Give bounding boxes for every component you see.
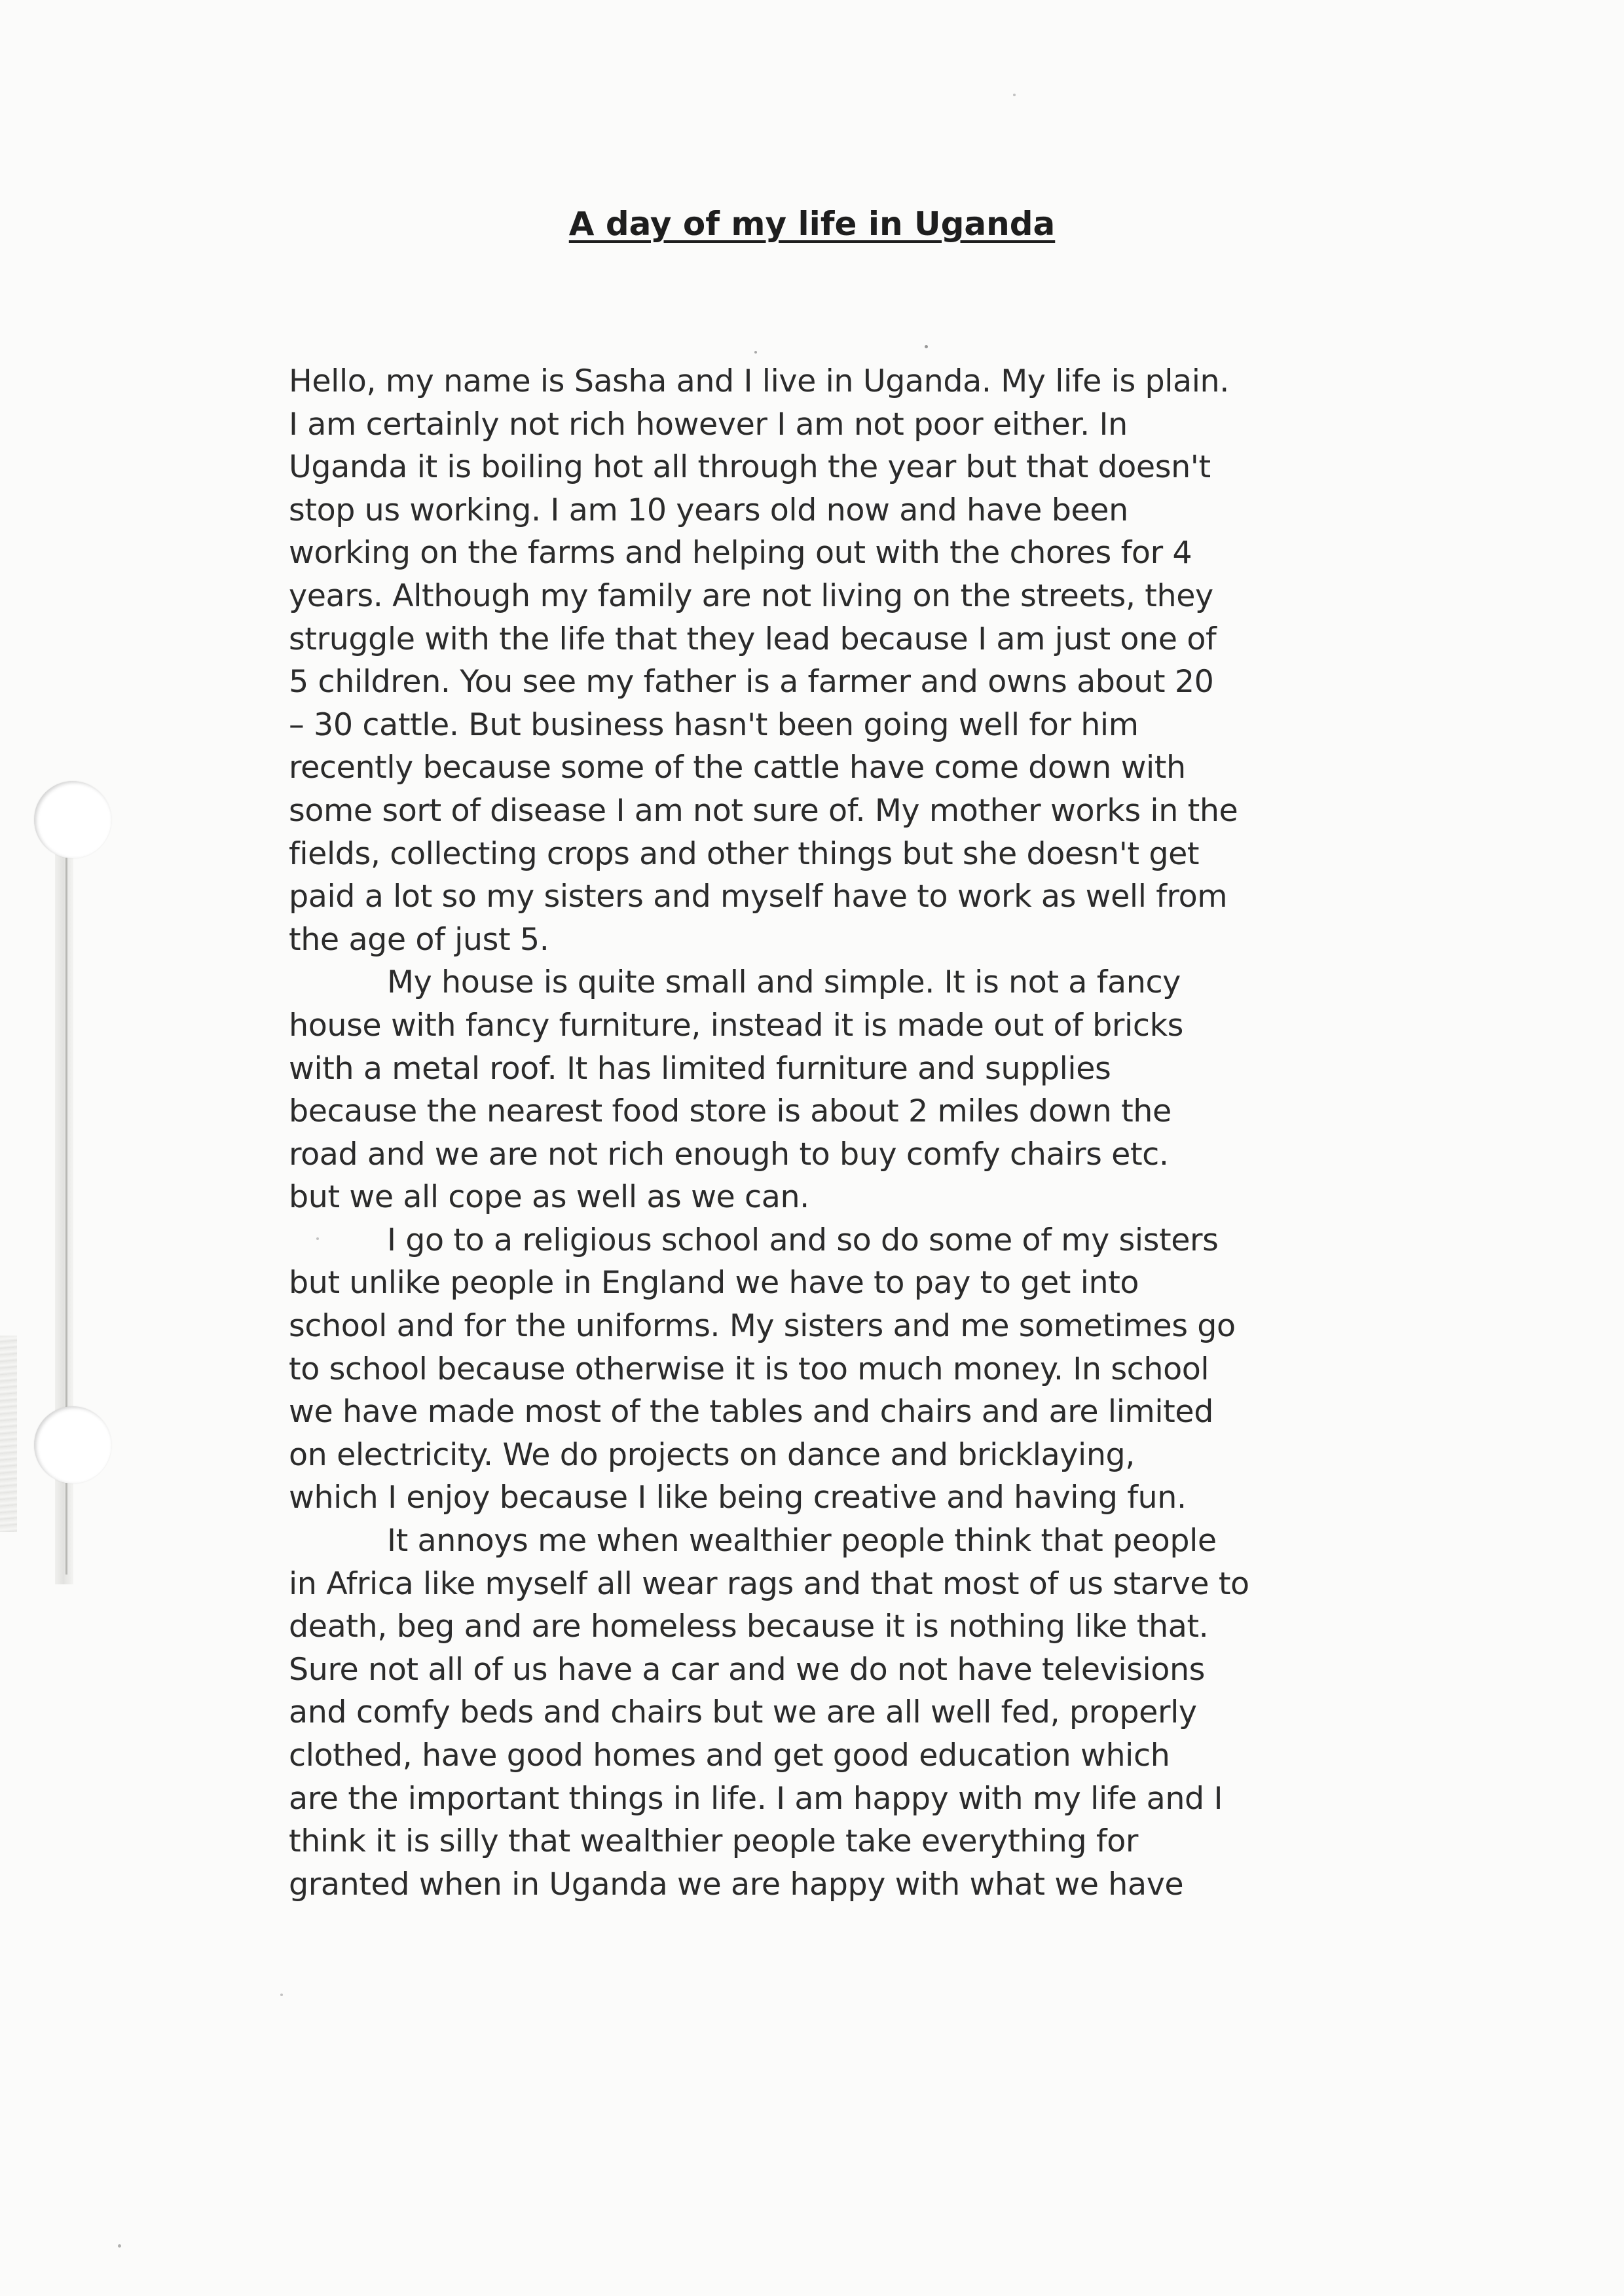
essay-line: on electricity. We do projects on dance and bricklaying,	[289, 1436, 1135, 1473]
essay-line: the age of just 5.	[289, 921, 549, 958]
essay-line: road and we are not rich enough to buy comfy chairs etc.	[289, 1136, 1169, 1173]
essay-line: some sort of disease I am not sure of. My mother works in the	[289, 792, 1238, 829]
essay-line: but unlike people in England we have to pay to get into	[289, 1265, 1139, 1302]
essay-line: Hello, my name is Sasha and I live in Uganda. My life is plain.	[289, 363, 1229, 399]
essay-line: think it is silly that wealthier people take everything for	[289, 1823, 1139, 1860]
essay-line: – 30 cattle. But business hasn't been going well for him	[289, 706, 1139, 743]
scan-speck	[1013, 94, 1016, 96]
torn-edge	[0, 1336, 17, 1532]
essay-line: fields, collecting crops and other things but she doesn't get	[289, 835, 1200, 872]
essay-line: years. Although my family are not living on the streets, they	[289, 577, 1213, 614]
punch-hole-bottom	[34, 1406, 111, 1484]
essay-line: I am certainly not rich however I am not poor either. In	[289, 406, 1128, 443]
essay-line: working on the farms and helping out with the chores for 4	[289, 535, 1192, 572]
scan-speck	[754, 351, 757, 354]
essay-line: school and for the uniforms. My sisters and me sometimes go	[289, 1308, 1236, 1345]
essay-line: 5 children. You see my father is a farmer and owns about 20	[289, 664, 1214, 701]
essay-line: in Africa like myself all wear rags and that most of us starve to	[289, 1565, 1249, 1602]
punch-hole-top	[34, 781, 111, 858]
essay-line: I go to a religious school and so do some of my sisters	[387, 1222, 1219, 1258]
essay-line: we have made most of the tables and chairs and are limited	[289, 1394, 1213, 1430]
essay-line: house with fancy furniture, instead it is made out of bricks	[289, 1007, 1184, 1044]
essay-line: It annoys me when wealthier people think that people	[387, 1523, 1217, 1559]
essay-line: are the important things in life. I am happy with my life and I	[289, 1780, 1223, 1817]
page-title	[0, 205, 1624, 243]
essay-line: but we all cope as well as we can.	[289, 1179, 809, 1216]
essay-line: death, beg and are homeless because it is nothing like that.	[289, 1609, 1209, 1645]
essay-line: struggle with the life that they lead because I am just one of	[289, 621, 1217, 657]
scan-speck	[118, 2244, 121, 2248]
essay-line: because the nearest food store is about 2 miles down the	[289, 1093, 1172, 1130]
essay-line: Uganda it is boiling hot all through the year but that doesn't	[289, 449, 1211, 486]
essay-line: clothed, have good homes and get good education which	[289, 1738, 1170, 1774]
essay-line: paid a lot so my sisters and myself have to work as well from	[289, 879, 1228, 915]
essay-line: with a metal roof. It has limited furniture and supplies	[289, 1050, 1111, 1087]
scan-speck	[925, 345, 928, 348]
essay-line: My house is quite small and simple. It is not a fancy	[387, 964, 1181, 1001]
essay-body	[289, 360, 1330, 1906]
essay-line: and comfy beds and chairs but we are all well fed, properly	[289, 1694, 1197, 1731]
page-title-text: A day of my life in Uganda	[568, 205, 1056, 243]
essay-line: to school because otherwise it is too much money. In school	[289, 1351, 1209, 1387]
essay-line: granted when in Uganda we are happy with what we have	[289, 1866, 1184, 1903]
essay-line: which I enjoy because I like being creative and having fun.	[289, 1480, 1187, 1516]
essay-line: Sure not all of us have a car and we do not have televisions	[289, 1651, 1206, 1688]
essay-line: stop us working. I am 10 years old now and have been	[289, 492, 1128, 528]
scan-speck	[280, 1994, 283, 1996]
essay-line: recently because some of the cattle have come down with	[289, 750, 1186, 786]
